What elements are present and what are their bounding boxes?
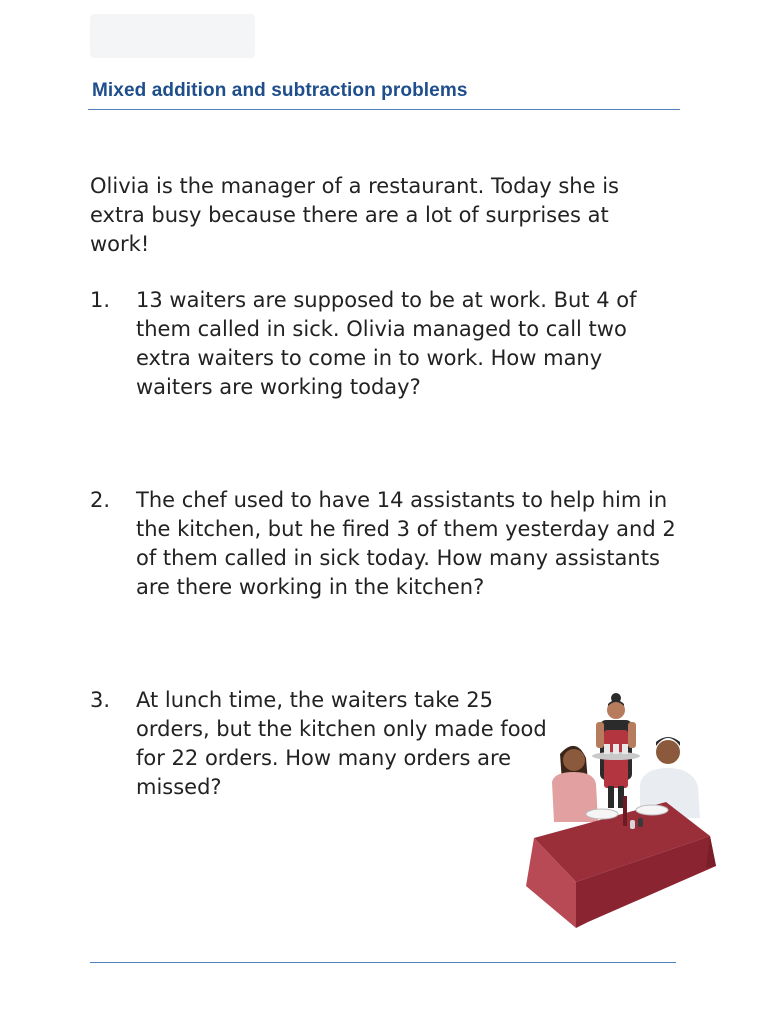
problem-text: The chef used to have 14 assistants to help him in the kitchen, but he fired 3 of them yesterday and 2 of them called in sick today. How many assistants are there working in the kitchen? <box>136 488 676 599</box>
problem-number: 2. <box>90 488 111 512</box>
waitress-figure <box>592 693 640 808</box>
footer-divider <box>90 962 676 963</box>
page-title: Mixed addition and subtraction problems <box>92 80 468 101</box>
problem-text: 13 waiters are supposed to be at work. But 4 of them called in sick. Olivia managed to call two extra waiters to come in to work. How many waiters are working today? <box>136 288 637 399</box>
problem-number: 3. <box>90 688 111 712</box>
problem-number: 1. <box>90 288 111 312</box>
header-divider <box>88 109 680 110</box>
restaurant-table-icon <box>516 686 722 932</box>
intro-paragraph: Olivia is the manager of a restaurant. Today she is extra busy because there are a lot of surprises at work! <box>90 174 619 256</box>
faded-logo <box>90 14 255 58</box>
problem-text: At lunch time, the waiters take 25 orders, but the kitchen only made food for 22 orders. How many orders are missed? <box>136 688 547 799</box>
